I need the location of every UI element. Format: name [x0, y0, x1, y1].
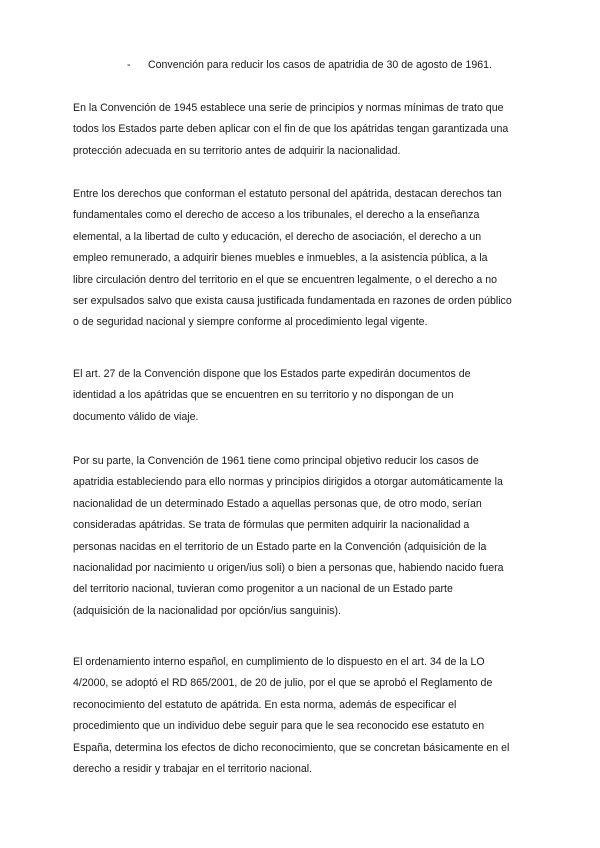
- list-item: [127, 57, 492, 73]
- paragraph-line: libre circulación dentro del territorio en el que se encuentren legalmente, o el derecho a no: [73, 273, 498, 286]
- paragraph-line: personas nacidas en el territorio de un Estado parte en la Convención (adquisición de la: [73, 540, 487, 553]
- paragraph-line: (adquisición de la nacionalidad por opción/ius sanguinis).: [73, 604, 341, 617]
- bullet-marker: -: [127, 59, 131, 71]
- paragraph-line: nacionalidad por nacimiento u origen/ius soli) o bien a personas que, habiendo nacido fuera: [73, 562, 504, 575]
- paragraph-line: derecho a residir y trabajar en el territorio nacional.: [73, 763, 313, 776]
- paragraph-line: El art. 27 de la Convención dispone que los Estados parte expedirán documentos de: [73, 368, 471, 380]
- paragraph-line: o de seguridad nacional y siempre conforme al procedimiento legal vigente.: [73, 316, 428, 329]
- paragraph-line: protección adecuada en su territorio antes de adquirir la nacionalidad.: [73, 144, 401, 157]
- paragraph-line: consideradas apátridas. Se trata de fórmulas que permiten adquirir la nacionalidad a: [73, 519, 470, 532]
- paragraph-line: del territorio nacional, tuvieran como progenitor a un nacional de un Estado parte: [73, 583, 453, 596]
- paragraph-line: apatridia estableciendo para ello normas y principios dirigidos a otorgar automáticamente la: [73, 476, 503, 489]
- paragraph-line: elemental, a la libertad de culto y educación, el derecho de asociación, el derecho a un: [73, 230, 482, 243]
- paragraph-line: identidad a los apátridas que se encuentren en su territorio y no dispongan de un: [73, 389, 454, 402]
- paragraph-line: todos los Estados parte deben aplicar con el fin de que los apátridas tengan garantizada una: [73, 123, 509, 136]
- list-item-text: Convención para reducir los casos de apatridia de 30 de agosto de 1961.: [148, 59, 492, 71]
- paragraph-line: empleo remunerado, a adquirir bienes muebles e inmuebles, a la asistencia pública, a la: [73, 252, 488, 265]
- paragraph-line: fundamentales como el derecho de acceso a los tribunales, el derecho a la enseñanza: [73, 209, 480, 222]
- paragraph: [73, 364, 533, 428]
- paragraph: [73, 98, 533, 162]
- paragraph-line: En la Convención de 1945 establece una serie de principios y normas mínimas de trato que: [73, 102, 504, 114]
- paragraph-line: procedimiento que un individuo debe seguir para que le sea reconocido ese estatuto en: [73, 720, 485, 733]
- paragraph-line: Entre los derechos que conforman el estatuto personal del apátrida, destacan derechos tan: [73, 188, 502, 200]
- paragraph: [73, 451, 533, 622]
- paragraph-line: reconocimiento del estatuto de apátrida. En esta norma, además de especificar el: [73, 698, 457, 711]
- paragraph: [73, 184, 533, 334]
- paragraph-line: ser expulsados salvo que exista causa justificada fundamentada en razones de orden público: [73, 295, 512, 308]
- paragraph-line: documento válido de viaje.: [73, 410, 199, 423]
- paragraph: [73, 652, 533, 780]
- paragraph-line: El ordenamiento interno español, en cumplimiento de lo dispuesto en el art. 34 de la LO: [73, 656, 485, 668]
- paragraph-line: nacionalidad de un determinado Estado a aquellas personas que, de otro modo, serían: [73, 497, 482, 510]
- paragraph-line: España, determina los efectos de dicho reconocimiento, que se concretan básicamente en el: [73, 741, 510, 754]
- paragraph-line: 4/2000, se adoptó el RD 865/2001, de 20 de julio, por el que se aprobó el Reglamento de: [73, 677, 493, 690]
- paragraph-line: Por su parte, la Convención de 1961 tiene como principal objetivo reducir los casos de: [73, 455, 479, 467]
